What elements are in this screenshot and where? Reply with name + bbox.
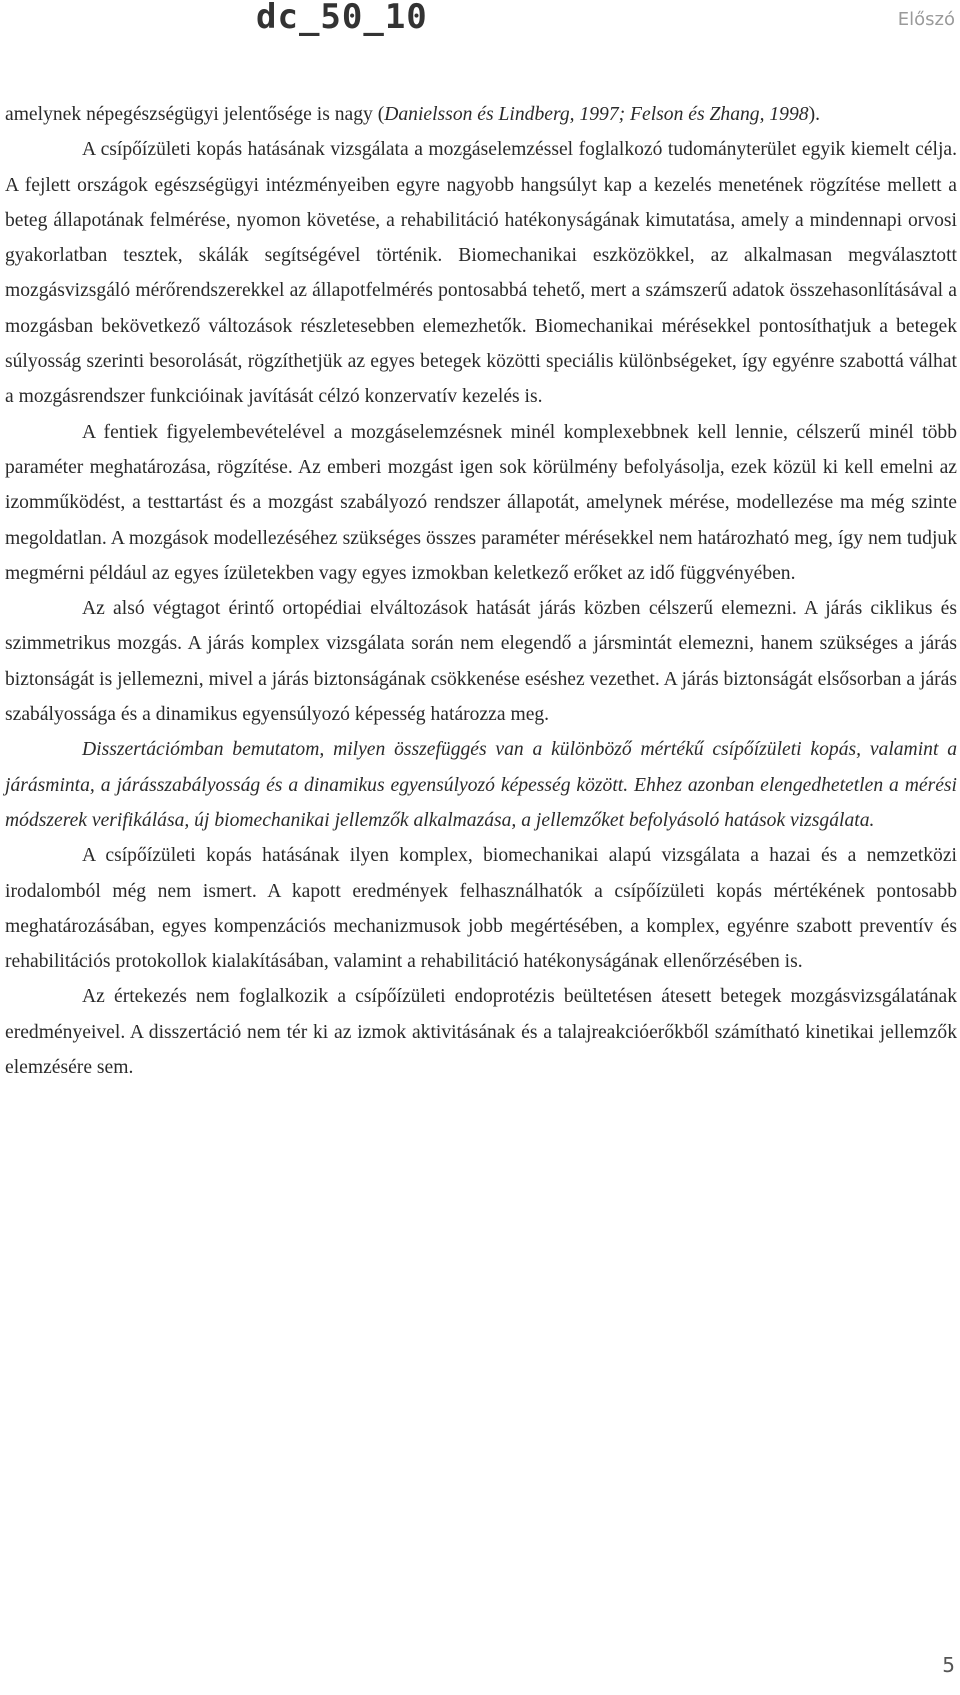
body-text <box>5 97 957 1085</box>
paragraph-2: A csípőízületi kopás hatásának vizsgálata a mozgáselemzéssel foglalkozó tudományterület egyik kiemelt célja. A fejlett országok egészségügyi intézményeiben egyre nagyobb hangsúlyt kap a kezelés menetének rögzítése mellett a beteg állapotának felmérése, nyomon követése, a rehabilitáció hatékonyságának kimutatása, amely a mindennapi orvosi gyakorlatban tesztek, skálák segítségével történik. Biomechanikai eszközökkel, az alkalmasan megválasztott mozgásvizsgáló mérőrendszerekkel az állapotfelmérés pontosabbá tehető, mert a számszerű adatok összehasonlításával a mozgásban bekövetkező változások részletesebben elemezhetők. Biomechanikai mérésekkel pontosíthatjuk a betegek súlyosság szerinti besorolását, rögzíthetjük az egyes betegek közötti speciális különbségeket, így egyénre szabottá válhat a mozgásrendszer funkcióinak javítását célzó konzervatív kezelés is. <box>5 139 957 408</box>
document-id: dc_50_10 <box>256 0 428 37</box>
paragraph-6: A csípőízületi kopás hatásának ilyen komplex, biomechanikai alapú vizsgálata a hazai és a nemzetközi irodalomból még nem ismert. A kapott eredmények felhasználhatók a csípőízületi kopás mértékének pontosabb meghatározásában, egyes kompenzációs mechanizmusok jobb megértésében, a komplex, egyénre szabott preventív és rehabilitációs protokollok kialakításában, valamint a rehabilitáció hatékonyságának ellenőrzésében is. <box>5 845 957 973</box>
page-number: 5 <box>942 1653 955 1677</box>
paragraph-1 <box>5 97 957 132</box>
paragraph-3: A fentiek figyelembevételével a mozgáselemzésnek minél komplexebbnek kell lennie, célszerű minél több paraméter meghatározása, rögzítése. Az emberi mozgást igen sok körülmény befolyásolja, ezek közül ki kell emelni az izomműködést, a testtartást és a mozgást szabályozó rendszer állapotát, amelynek mérése, modellezése ma még szinte megoldatlan. A mozgások modellezéséhez szükséges összes paraméter mérésekkel nem határozható meg, így nem tudjuk megmérni például az egyes ízületekben vagy egyes izmokban keletkező erőket az idő függvényében. <box>5 421 957 584</box>
citation: Danielsson és Lindberg, 1997; Felson és Zhang, 1998 <box>384 104 809 125</box>
paragraph-1-text: amelynek népegészségügyi jelentősége is nagy ( <box>5 104 385 125</box>
paragraph-5-thesis-statement: Disszertációmban bemutatom, milyen összefüggés van a különböző mértékű csípőízületi kopás, valamint a járásminta, a járásszabályosság és a dinamikus egyensúlyozó képesség között. Ehhez azonban elengedhetetlen a mérési módszerek verifikálása, új biomechanikai jellemzők alkalmazása, a jellemzőket befolyásoló hatások vizsgálata. <box>5 739 957 831</box>
paragraph-7: Az értekezés nem foglalkozik a csípőízületi endoprotézis beültetésen átesett betegek mozgásvizsgálatának eredményeivel. A disszertáció nem tér ki az izmok aktivitásának és a talajreakcióerőkből számítható kinetikai jellemzők elemzésére sem. <box>5 986 957 1079</box>
section-label: Előszó <box>897 9 955 30</box>
paragraph-1-end: ). <box>808 104 821 125</box>
paragraph-4: Az alsó végtagot érintő ortopédiai elváltozások hatását járás közben célszerű elemezni. A járás ciklikus és szimmetrikus mozgás. A járás komplex vizsgálata során nem elegendő a jársmintát elemezni, hanem szükséges a járás biztonságát is jellemezni, mivel a járás biztonságának csökkenése eséshez vezethet. A járás biztonságát elsősorban a járás szabályossága és a dinamikus egyensúlyozó képesség határozza meg. <box>5 598 957 726</box>
